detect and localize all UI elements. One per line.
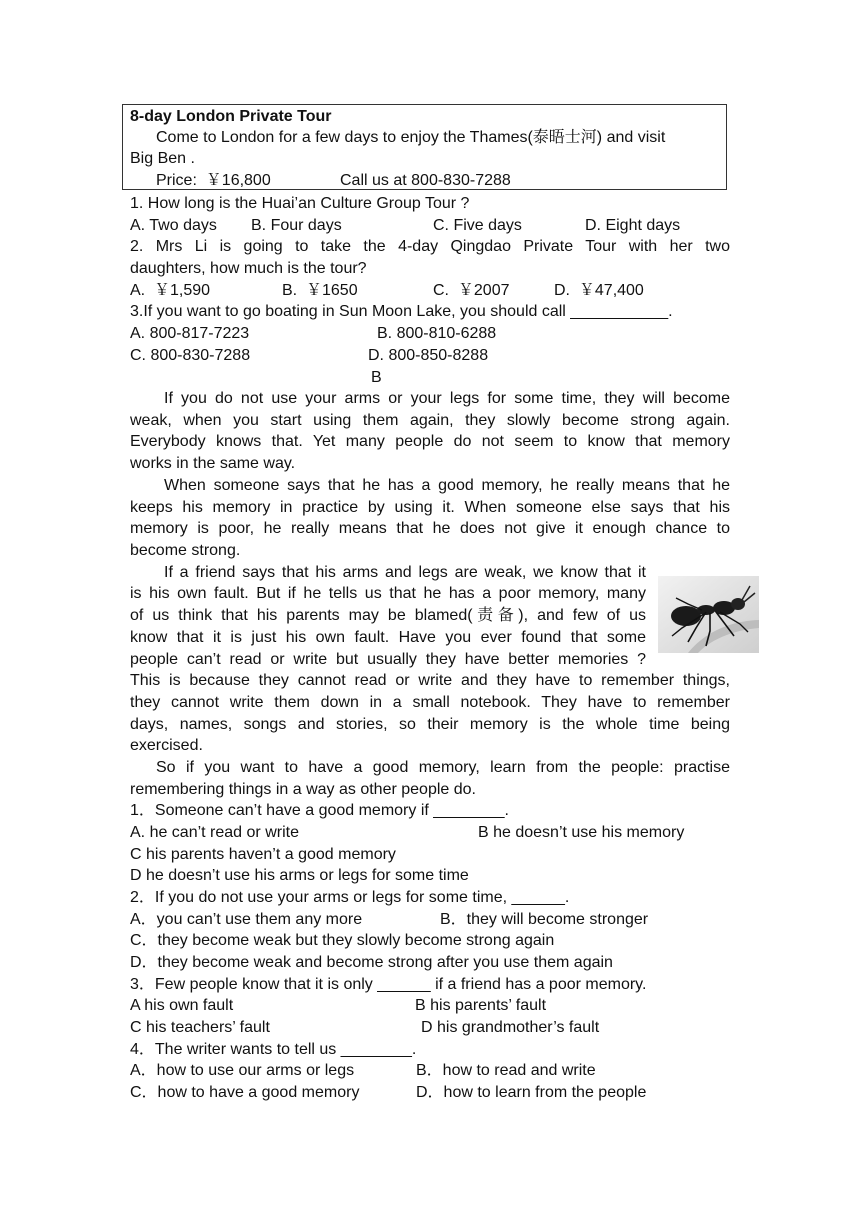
question-b2: 2．If you do not use your arms or legs for some time, ______.: [130, 889, 570, 906]
passage-p2-line1: When someone says that he has a good memory, he really means that he: [164, 477, 730, 494]
option-a2-d: D. ￥47,400: [554, 282, 644, 299]
option-a1-d: D. Eight days: [585, 217, 681, 234]
passage-p3-line1: If a friend says that his arms and legs are weak, we know that it: [164, 564, 646, 581]
passage-p4-line1: So if you want to have a good memory, learn from the people: practise: [156, 759, 730, 776]
passage-p1-line3: Everybody knows that. Yet many people do not seem to know that memory: [130, 433, 730, 450]
option-a1-b: B. Four days: [251, 217, 342, 234]
option-a1-a: A. Two days: [130, 217, 217, 234]
option-b1-b: B he doesn’t use his memory: [478, 824, 685, 841]
passage-p3-line9: exercised.: [130, 737, 203, 754]
question-a3: 3.If you want to go boating in Sun Moon Lake, you should call ___________.: [130, 303, 673, 320]
question-a1: 1. How long is the Huai’an Culture Group Tour ?: [130, 195, 470, 212]
tour-title: 8-day London Private Tour: [130, 108, 332, 125]
option-b4-c: C．how to have a good memory: [130, 1084, 360, 1101]
passage-p3-line5: people can’t read or write but usually they have better memories ?: [130, 651, 646, 668]
passage-p3-line4: know that it is just his own fault. Have you ever found that some: [130, 629, 646, 646]
option-b2-a: A．you can’t use them any more: [130, 911, 363, 928]
passage-p1-line2: weak, when you start using them again, they slowly become strong again.: [130, 412, 730, 429]
option-a1-c: C. Five days: [433, 217, 522, 234]
option-a3-c: C. 800-830-7288: [130, 347, 251, 364]
option-b4-d: D．how to learn from the people: [416, 1084, 647, 1101]
passage-p2-line2: keeps his memory in practice by using it. When someone else says that his: [130, 499, 730, 516]
option-b1-d: D he doesn’t use his arms or legs for some time: [130, 867, 469, 884]
option-b1-c: C his parents haven’t a good memory: [130, 846, 396, 863]
question-a2: 2. Mrs Li is going to take the 4-day Qingdao Private Tour with her two: [130, 238, 730, 255]
option-b3-c: C his teachers’ fault: [130, 1019, 270, 1036]
ant-photo: [658, 576, 759, 653]
tour-description-cont: Big Ben .: [130, 150, 195, 167]
passage-p3-line6: This is because they cannot read or write and they have to remember things,: [130, 672, 730, 689]
passage-p3-line7: they cannot write them down in a small notebook. They have to remember: [130, 694, 730, 711]
option-a3-b: B. 800-810-6288: [377, 325, 497, 342]
passage-p3-line8: days, names, songs and stories, so their memory is the whole time being: [130, 716, 730, 733]
question-b3: 3．Few people know that it is only ______ if a friend has a poor memory.: [130, 976, 647, 993]
passage-p4-line2: remembering things in a way as other people do.: [130, 781, 476, 798]
option-b3-d: D his grandmother’s fault: [421, 1019, 600, 1036]
question-b4: 4．The writer wants to tell us ________.: [130, 1041, 417, 1058]
passage-p2-line4: become strong.: [130, 542, 241, 559]
passage-p1-line1: If you do not use your arms or your legs for some time, they will become: [164, 390, 730, 407]
option-b2-d: D．they become weak and become strong after you use them again: [130, 954, 613, 971]
option-b4-b: B．how to read and write: [416, 1062, 596, 1079]
section-heading: B: [371, 369, 382, 386]
option-b2-b: B．they will become stronger: [440, 911, 649, 928]
passage-p1-line4: works in the same way.: [130, 455, 296, 472]
option-b4-a: A．how to use our arms or legs: [130, 1062, 355, 1079]
question-b1: 1．Someone can’t have a good memory if ________.: [130, 802, 509, 819]
tour-description: Come to London for a few days to enjoy the Thames(泰晤士河) and visit: [156, 129, 666, 146]
passage-p2-line3: memory is poor, he really means that he does not give it enough chance to: [130, 520, 730, 537]
option-a3-a: A. 800-817-7223: [130, 325, 250, 342]
option-b3-a: A his own fault: [130, 997, 234, 1014]
tour-phone: Call us at 800-830-7288: [340, 172, 511, 189]
passage-p3-line3: of us think that his parents may be blamed(责备), and few of us: [130, 607, 646, 624]
option-a3-d: D. 800-850-8288: [368, 347, 489, 364]
question-a2-cont: daughters, how much is the tour?: [130, 260, 367, 277]
option-a2-c: C. ￥2007: [433, 282, 510, 299]
option-b3-b: B his parents’ fault: [415, 997, 547, 1014]
option-b2-c: C．they become weak but they slowly become strong again: [130, 932, 555, 949]
option-b1-a: A. he can’t read or write: [130, 824, 299, 841]
passage-p3-line2: is his own fault. But if he tells us that he has a poor memory, many: [130, 585, 646, 602]
option-a2-b: B. ￥1650: [282, 282, 358, 299]
option-a2-a: A. ￥1,590: [130, 282, 211, 299]
tour-price: Price: ￥16,800: [156, 172, 271, 189]
